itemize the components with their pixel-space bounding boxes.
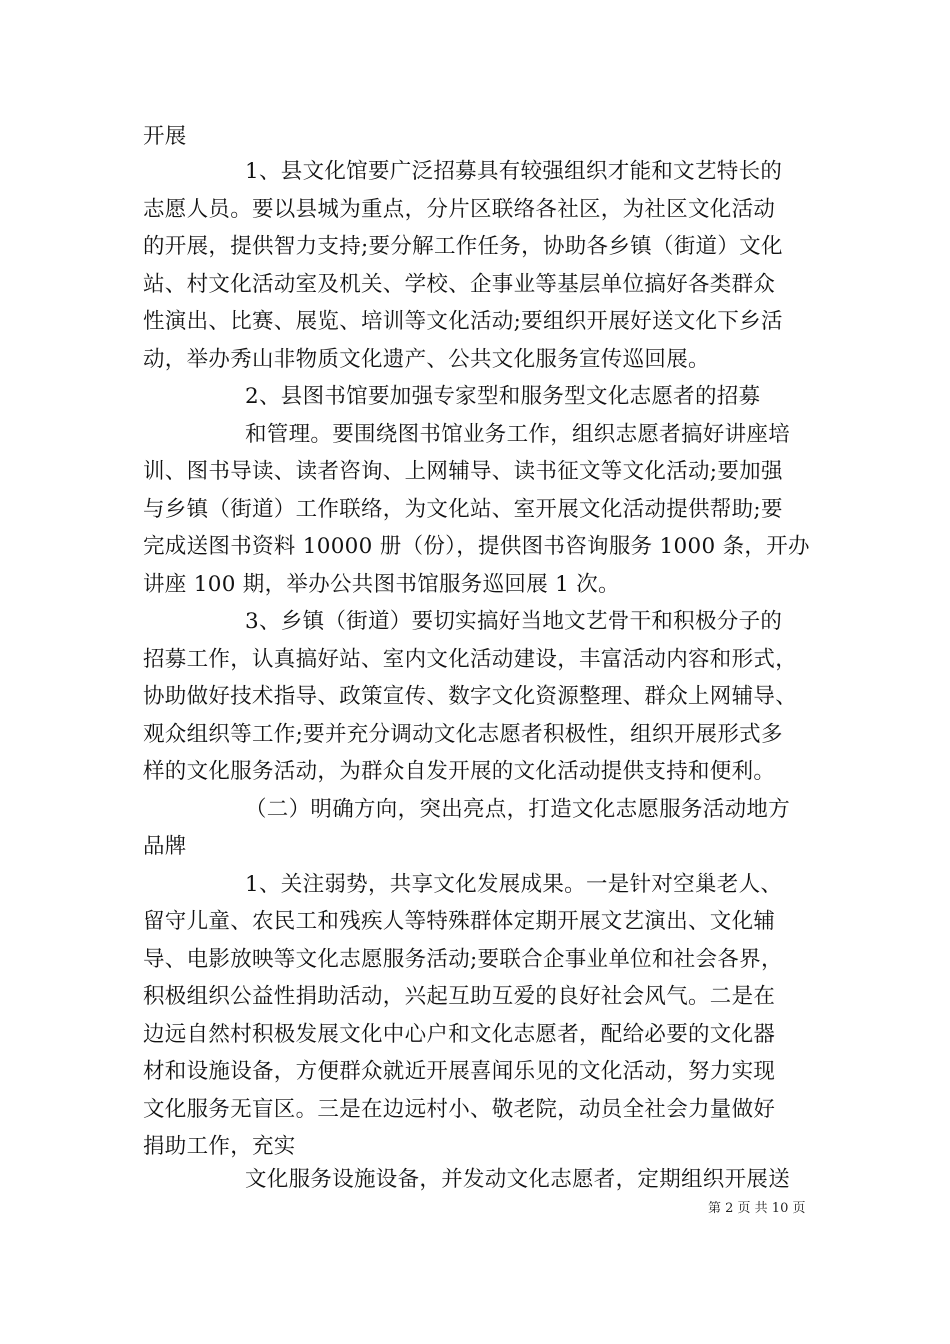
text-line: 开展 <box>143 124 187 149</box>
text-line: 1、县文化馆要广泛招募具有较强组织才能和文艺特长的 <box>245 159 783 184</box>
text-line: 训、图书导读、读者咨询、上网辅导、读书征文等文化活动;要加强 <box>143 459 783 484</box>
text-line: 志愿人员。要以县城为重点，分片区联络各社区，为社区文化活动 <box>143 197 776 222</box>
text-line: 积极组织公益性捐助活动，兴起互助互爱的良好社会风气。二是在 <box>143 984 776 1009</box>
text-line: 与乡镇（街道）工作联络，为文化站、室开展文化活动提供帮助;要 <box>143 497 783 522</box>
text-line: 动，举办秀山非物质文化遗产、公共文化服务宣传巡回展。 <box>143 347 710 372</box>
text-line: 边远自然村积极发展文化中心户和文化志愿者，配给必要的文化器 <box>143 1022 776 1047</box>
text-line: 和管理。要围绕图书馆业务工作，组织志愿者搞好讲座培 <box>245 422 791 447</box>
text-line: 文化服务无盲区。三是在边远村小、敬老院，动员全社会力量做好 <box>143 1097 776 1122</box>
text-line: 协助做好技术指导、政策宣传、数字文化资源整理、群众上网辅导、 <box>143 684 798 709</box>
text-line: 的开展，提供智力支持;要分解工作任务，协助各乡镇（街道）文化 <box>143 234 783 259</box>
text-line: 样的文化服务活动，为群众自发开展的文化活动提供支持和便利。 <box>143 759 776 784</box>
text-line: 文化服务设施设备，并发动文化志愿者，定期组织开展送 <box>245 1167 791 1192</box>
text-line: 招募工作，认真搞好站、室内文化活动建设，丰富活动内容和形式， <box>143 647 798 672</box>
section-heading: （二）明确方向，突出亮点，打造文化志愿服务活动地方 <box>245 797 791 822</box>
text-line: 性演出、比赛、展览、培训等文化活动;要组织开展好送文化下乡活 <box>143 309 783 334</box>
text-line: 完成送图书资料 10000 册（份），提供图书咨询服务 1000 条，开办 <box>143 534 810 559</box>
section-heading: 品牌 <box>143 834 187 859</box>
text-line: 捐助工作，充实 <box>143 1134 296 1159</box>
text-line: 导、电影放映等文化志愿服务活动;要联合企事业单位和社会各界， <box>143 947 783 972</box>
text-line: 留守儿童、农民工和残疾人等特殊群体定期开展文艺演出、文化辅 <box>143 909 776 934</box>
text-line: 2、县图书馆要加强专家型和服务型文化志愿者的招募 <box>245 384 761 409</box>
text-line: 1、关注弱势，共享文化发展成果。一是针对空巢老人、 <box>245 872 783 897</box>
text-line: 观众组织等工作;要并充分调动文化志愿者积极性，组织开展形式多 <box>143 722 783 747</box>
text-line: 站、村文化活动室及机关、学校、企事业等基层单位搞好各类群众 <box>143 272 776 297</box>
text-line: 材和设施设备，方便群众就近开展喜闻乐见的文化活动，努力实现 <box>143 1059 776 1084</box>
page-number: 第 2 页 共 10 页 <box>708 1201 806 1216</box>
text-line: 讲座 100 期，举办公共图书馆服务巡回展 1 次。 <box>143 572 620 597</box>
text-line: 3、乡镇（街道）要切实搞好当地文艺骨干和积极分子的 <box>245 609 783 634</box>
